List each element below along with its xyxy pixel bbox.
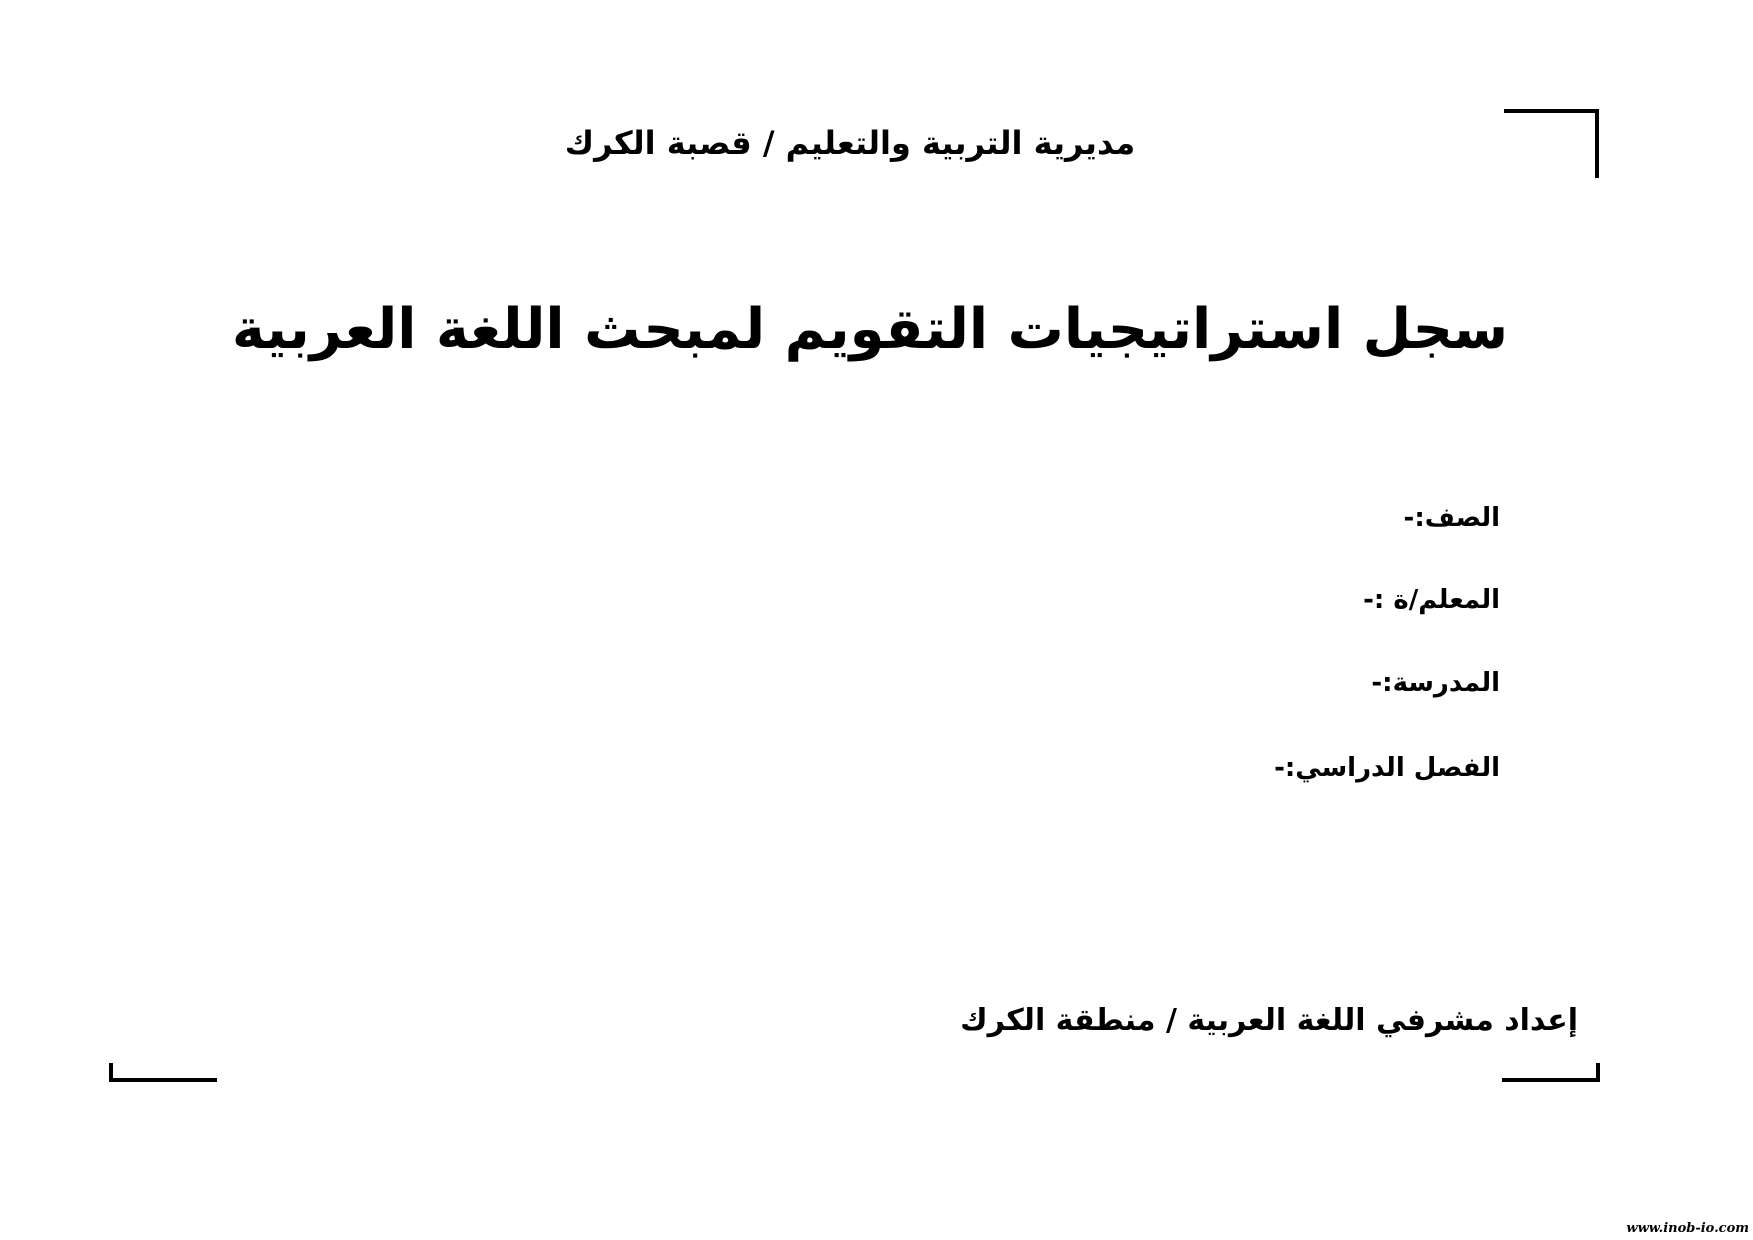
prepared-by-footer: إعداد مشرفي اللغة العربية / منطقة الكرك <box>960 1003 1578 1038</box>
corner-mark-top-right <box>1504 109 1599 178</box>
field-teacher: المعلم/ة :- <box>1363 585 1500 615</box>
directorate-header: مديرية التربية والتعليم / قصبة الكرك <box>564 124 1136 162</box>
website-watermark: www.inob-io.com <box>1626 1221 1749 1236</box>
field-semester: الفصل الدراسي:- <box>1274 753 1500 783</box>
corner-mark-bottom-right <box>1502 1063 1600 1082</box>
document-title: سجل استراتيجيات التقويم لمبحث اللغة العربية <box>231 297 1509 362</box>
field-grade: الصف:- <box>1403 503 1500 533</box>
field-school: المدرسة:- <box>1371 668 1500 698</box>
corner-mark-bottom-left <box>109 1063 217 1082</box>
